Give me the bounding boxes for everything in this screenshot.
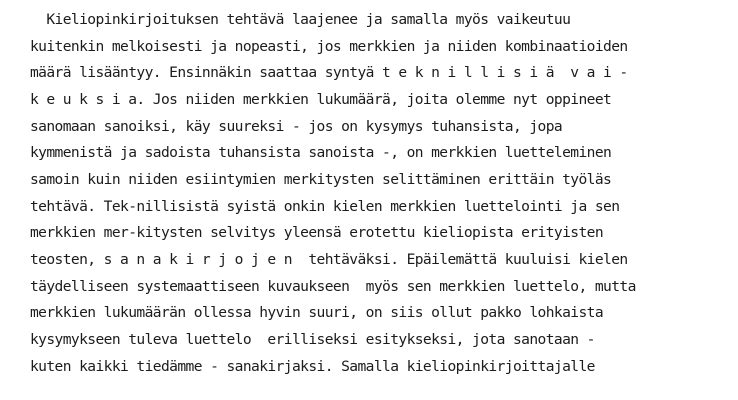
text-line-1: Kieliopinkirjoituksen tehtävä laajenee ja samalla myös vaikeutuu xyxy=(30,11,571,28)
text-line-6: kymmenistä ja sadoista tuhansista sanoista -, on merkkien luetteleminen xyxy=(30,144,612,161)
text-line-8: tehtävä. Tek-nillisistä syistä onkin kielen merkkien luettelointi ja sen xyxy=(30,198,620,215)
text-line-3: määrä lisääntyy. Ensinnäkin saattaa syntyä t e k n i l l i s i ä v a i - xyxy=(30,64,628,81)
text-line-4: k e u k s i a. Jos niiden merkkien lukumäärä, joita olemme nyt oppineet xyxy=(30,91,612,108)
text-line-9: merkkien mer-kitysten selvitys yleensä erotettu kieliopista erityisten xyxy=(30,224,604,241)
text-line-12: merkkien lukumäärän ollessa hyvin suuri, on siis ollut pakko lohkaista xyxy=(30,304,604,321)
text-line-11: täydelliseen systemaattiseen kuvaukseen myös sen merkkien luettelo, mutta xyxy=(30,278,636,295)
text-line-7: samoin kuin niiden esiintymien merkitysten selittäminen erittäin työläs xyxy=(30,171,612,188)
text-line-13: kysymykseen tuleva luettelo erilliseksi esitykseksi, jota sanotaan - xyxy=(30,331,595,348)
text-line-2: kuitenkin melkoisesti ja nopeasti, jos merkkien ja niiden kombinaatioiden xyxy=(30,38,628,55)
text-line-14: kuten kaikki tiedämme - sanakirjaksi. Samalla kieliopinkirjoittajalle xyxy=(30,358,595,375)
text-line-10: teosten, s a n a k i r j o j e n tehtäväksi. Epäilemättä kuuluisi kielen xyxy=(30,251,628,268)
text-line-5: sanomaan sanoiksi, käy suureksi - jos on kysymys tuhansista, jopa xyxy=(30,118,563,135)
